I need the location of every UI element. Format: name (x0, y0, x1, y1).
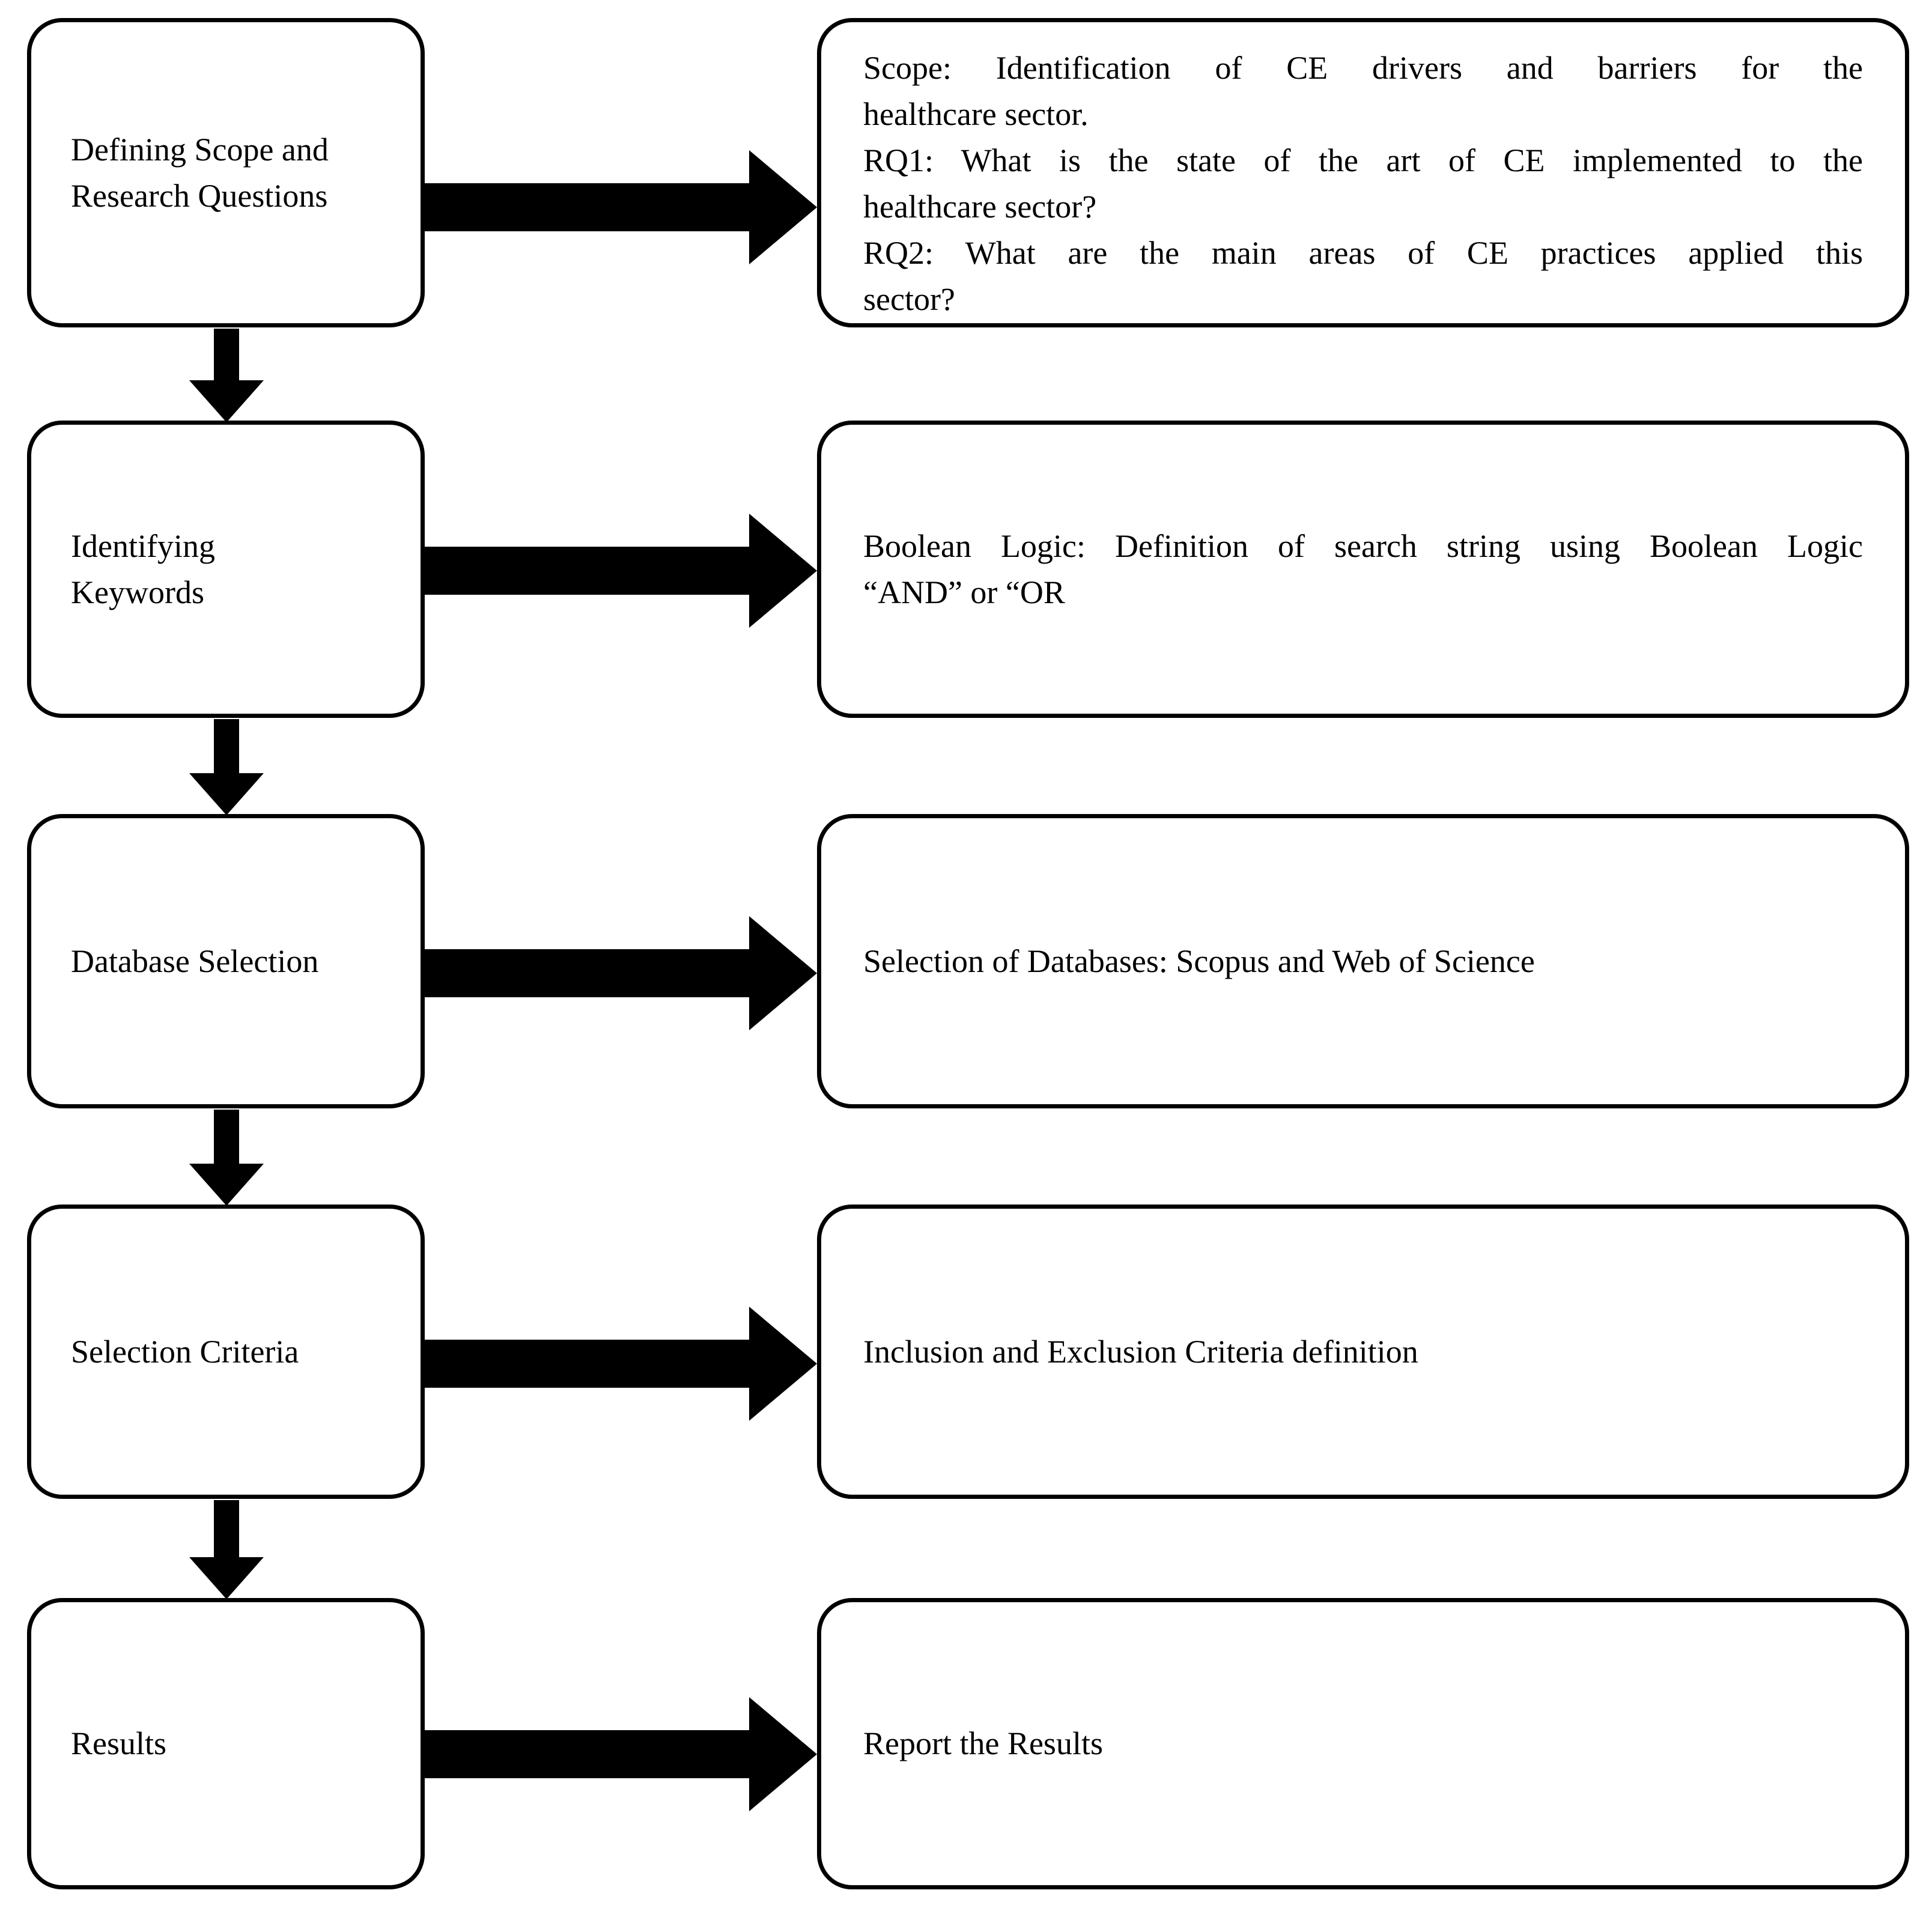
arrow-head-icon (189, 380, 264, 422)
arrow-head-icon (749, 1697, 817, 1811)
arrow-shaft (425, 1340, 749, 1388)
arrow-head-icon (749, 514, 817, 628)
arrow-shaft (214, 719, 239, 777)
description-line: Selection of Databases: Scopus and Web of Science (863, 943, 1535, 979)
arrow-head-icon (749, 1307, 817, 1421)
description-box-scope-and-research-questions (817, 18, 1909, 327)
right-arrow-connector (425, 916, 817, 1030)
arrow-shaft (425, 183, 749, 231)
description-line: “AND” or “OR (863, 574, 1065, 610)
arrow-shaft (214, 1110, 239, 1167)
arrow-head-icon (189, 773, 264, 815)
description-line: sector? (863, 281, 955, 317)
down-arrow-connector (189, 329, 264, 422)
right-arrow-connector (425, 150, 817, 264)
arrow-shaft (425, 949, 749, 997)
step-box-defining-scope-and-research-questions (27, 18, 425, 327)
down-arrow-connector (189, 1110, 264, 1206)
step-label-line: Results (71, 1725, 167, 1761)
step-box-database-selection (27, 814, 425, 1108)
right-arrow-connector (425, 514, 817, 628)
arrow-shaft (214, 329, 239, 384)
description-box-boolean-logic (817, 421, 1909, 718)
right-arrow-connector (425, 1697, 817, 1811)
description-line: Report the Results (863, 1725, 1103, 1761)
step-box-identifying-keywords (27, 421, 425, 718)
right-arrow-connector (425, 1307, 817, 1421)
description-line: healthcare sector. (863, 96, 1089, 132)
arrow-head-icon (189, 1164, 264, 1206)
description-line: RQ2: What are the main areas of CE practices applied this (863, 235, 1863, 271)
step-label-line: Selection Criteria (71, 1333, 299, 1370)
step-box-selection-criteria (27, 1205, 425, 1499)
description-line: Inclusion and Exclusion Criteria definition (863, 1333, 1418, 1370)
arrow-head-icon (749, 916, 817, 1030)
description-line: healthcare sector? (863, 189, 1097, 225)
arrow-shaft (425, 1730, 749, 1778)
description-line: RQ1: What is the state of the art of CE implemented to the (863, 142, 1863, 178)
step-label-line: Defining Scope and (71, 131, 329, 168)
step-label-line: Database Selection (71, 943, 319, 979)
description-line: Scope: Identification of CE drivers and barriers for the (863, 50, 1863, 86)
step-box-results (27, 1598, 425, 1889)
arrow-shaft (214, 1500, 239, 1561)
description-line: Boolean Logic: Definition of search string using Boolean Logic (863, 527, 1863, 564)
down-arrow-connector (189, 719, 264, 815)
step-label-line: Keywords (71, 574, 204, 610)
step-label-line: Identifying (71, 527, 215, 564)
arrow-shaft (425, 547, 749, 595)
description-box-database-selection (817, 814, 1909, 1108)
arrow-head-icon (749, 150, 817, 264)
arrow-head-icon (189, 1557, 264, 1599)
description-box-selection-criteria (817, 1205, 1909, 1499)
description-box-results (817, 1598, 1909, 1889)
step-label-line: Research Questions (71, 177, 328, 214)
down-arrow-connector (189, 1500, 264, 1599)
